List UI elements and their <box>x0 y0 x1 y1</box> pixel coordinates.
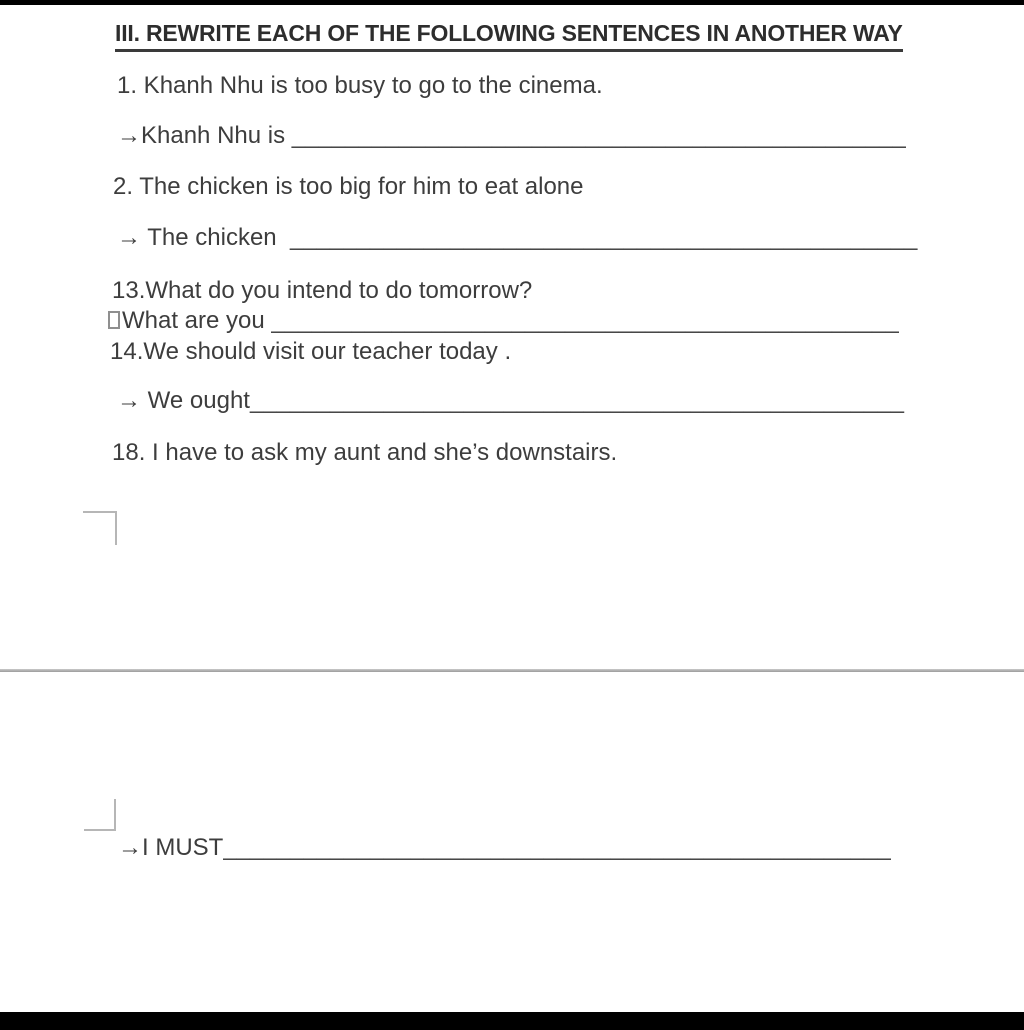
exercise-prompt-14: 14.We should visit our teacher today . <box>110 338 512 365</box>
rewrite-line-18 <box>118 834 891 862</box>
answer-blank: _________________________________________________ <box>249 387 905 414</box>
rewrite-stem: → The chicken <box>117 224 290 251</box>
answer-blank: _______________________________________________ <box>289 224 918 251</box>
exercise-prompt-18: 18. I have to ask my aunt and she’s downstairs. <box>112 439 618 466</box>
rewrite-line-1 <box>117 122 906 150</box>
missing-glyph-icon <box>108 311 120 329</box>
rewrite-stem: →Khanh Nhu is <box>117 122 292 149</box>
answer-blank: __________________________________________________ <box>223 834 891 861</box>
rewrite-stem: →I MUST <box>118 834 224 861</box>
worksheet-title: III. REWRITE EACH OF THE FOLLOWING SENTENCES IN ANOTHER WAY <box>115 20 903 52</box>
rewrite-line-14 <box>117 387 904 415</box>
letterbox-bottom-bar <box>0 1012 1024 1030</box>
answer-blank: _______________________________________________ <box>271 307 899 334</box>
rewrite-line-13 <box>108 307 899 335</box>
answer-blank: ______________________________________________ <box>291 122 906 149</box>
page-divider-line <box>0 669 1024 672</box>
exercise-prompt-1: 1. Khanh Nhu is too busy to go to the cinema. <box>117 72 603 99</box>
exercise-prompt-2: 2. The chicken is too big for him to eat alone <box>113 173 584 200</box>
crop-corner-top-mark <box>83 511 117 545</box>
rewrite-line-2 <box>117 224 917 252</box>
rewrite-stem: → We ought <box>117 387 250 414</box>
exercise-prompt-13: 13.What do you intend to do tomorrow? <box>112 277 533 304</box>
crop-corner-bottom-mark <box>84 799 116 831</box>
rewrite-stem: What are you <box>122 307 272 334</box>
letterbox-top-bar <box>0 0 1024 5</box>
